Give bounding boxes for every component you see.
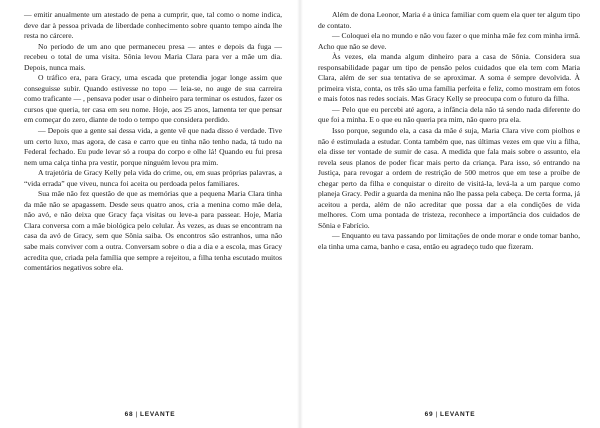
paragraph: Além de dona Leonor, Maria é a única familiar com quem ela quer ter algum tipo de contato. [318,10,580,30]
paragraph: Sua mãe não fez questão de que as memórias que a pequena Maria Clara tinha da mãe não se apagassem. Desde seus quatro anos, cria a menina como mãe dela, não avó, e não deixa que Gracy faça visitas ou leve-a para passear. Hoje, Maria Clara conversa com a mãe biológica pelo celular. Às vezes, as duas se encontram na casa da avó de Gracy, sem que Sônia saiba. Os encontros são estranhos, uma não sabe mais conviver com a outra. Conversam sobre o dia a dia e a escola, mas Gracy acredita que, criada pela família que sempre a rejeitou, a filha tenha escutado muitos comentários negativos sobre ela. [24,189,282,273]
paragraph: — Depois que a gente sai dessa vida, a gente vê que nada disso é verdade. Tive um certo luxo, mas agora, de casa e carro que eu tinha não tenho nada, tá tudo na Federal fechado. Eu pude levar só a roupa do corpo e olhe lá! Quando eu fui presa nem uma calça tinha pra vestir, porque ninguém levou pra mim. [24,126,282,167]
paragraph: — Coloquei ela no mundo e não vou fazer o que minha mãe fez com minha irmã. Acho que não se deve. [318,31,580,51]
paragraph: Isso porque, segundo ela, a casa da mãe é suja, Maria Clara vive com piolhos e não é estimulada a estudar. Conta também que, nas últimas vezes em que viu a filha, ela disse ter vontade de sumir de casa. A medida que fala mais sobre o assunto, ela revela seus planos de poder ficar mais perto da criança. Para isso, só entrando na Justiça, para revogar a ordem de restrição de 500 metros que em tese a proíbe de chegar perto da filha e conquistar o direito de visitá-la, levá-la a um parque como planeja Gracy. Pedir a guarda da menina não lhe passa pela cabeça. De certa forma, já aceitou a perda, além de não acreditar que possa dar a ela condições de vida melhores. Com uma pontada de tristeza, reconhece a importância dos cuidados de Sônia e Fabrício. [318,126,580,230]
paragraph: A trajetória de Gracy Kelly pela vida do crime, ou, em suas próprias palavras, a “vida errada” que viveu, nunca foi aceita ou perdoada pelos familiares. [24,168,282,188]
left-page-body [24,10,282,274]
right-page-footer [300,411,600,418]
page-number: 68 [124,411,134,418]
footer-separator: | [135,411,138,418]
paragraph: Às vezes, ela manda algum dinheiro para a casa de Sônia. Considera sua responsabilidade pagar um tipo de pensão pelos cuidados que ela tem com Maria Clara, além de ser sua tentativa de se aproximar. A soma é sempre devolvida. À primeira vista, conta, os três são uma família perfeita e feliz, como mostram em fotos e mais fotos nas redes sociais. Mas Gracy Kelly se preocupa com o futuro da filha. [318,52,580,104]
right-page-body [318,10,580,253]
right-page [300,0,600,428]
paragraph: — Pelo que eu percebi até agora, a infância dela não tá sendo nada diferente do que foi a minha. E o que eu não queria pra mim, não quero pra ela. [318,104,580,125]
paragraph: O tráfico era, para Gracy, uma escada que pretendia jogar longe assim que conseguisse subir. Quando estivesse no topo — leia-se, no auge de sua carreira como traficante — , pensava poder usar o dinheiro para terminar os estudos, fazer os cursos que queria, ter casa em seu nome. Hoje, aos 25 anos, lamenta ter que pensar em começar do zero, diante de todo o tempo que considera perdido. [24,73,282,125]
footer-separator: | [435,411,438,418]
running-title: LEVANTE [139,411,176,418]
paragraph: No período de um ano que permaneceu presa — antes e depois da fuga — recebeu o total de uma visita. Sônia levou Maria Clara para ver a mãe um dia. Depois, nunca mais. [24,41,282,72]
left-page-footer [0,411,300,418]
paragraph: — Enquanto eu tava passando por limitações de onde morar e onde tomar banho, ela tinha uma cama, banho e casa, então eu agradeço tudo que fizeram. [318,231,580,252]
running-title: LEVANTE [439,411,476,418]
page-number: 69 [424,411,434,418]
paragraph: — emitir anualmente um atestado de pena a cumprir, que, tal como o nome indica, deve dar à pessoa privada de liberdade conhecimento sobre quanto tempo ainda lhe resta no cárcere. [24,10,282,41]
